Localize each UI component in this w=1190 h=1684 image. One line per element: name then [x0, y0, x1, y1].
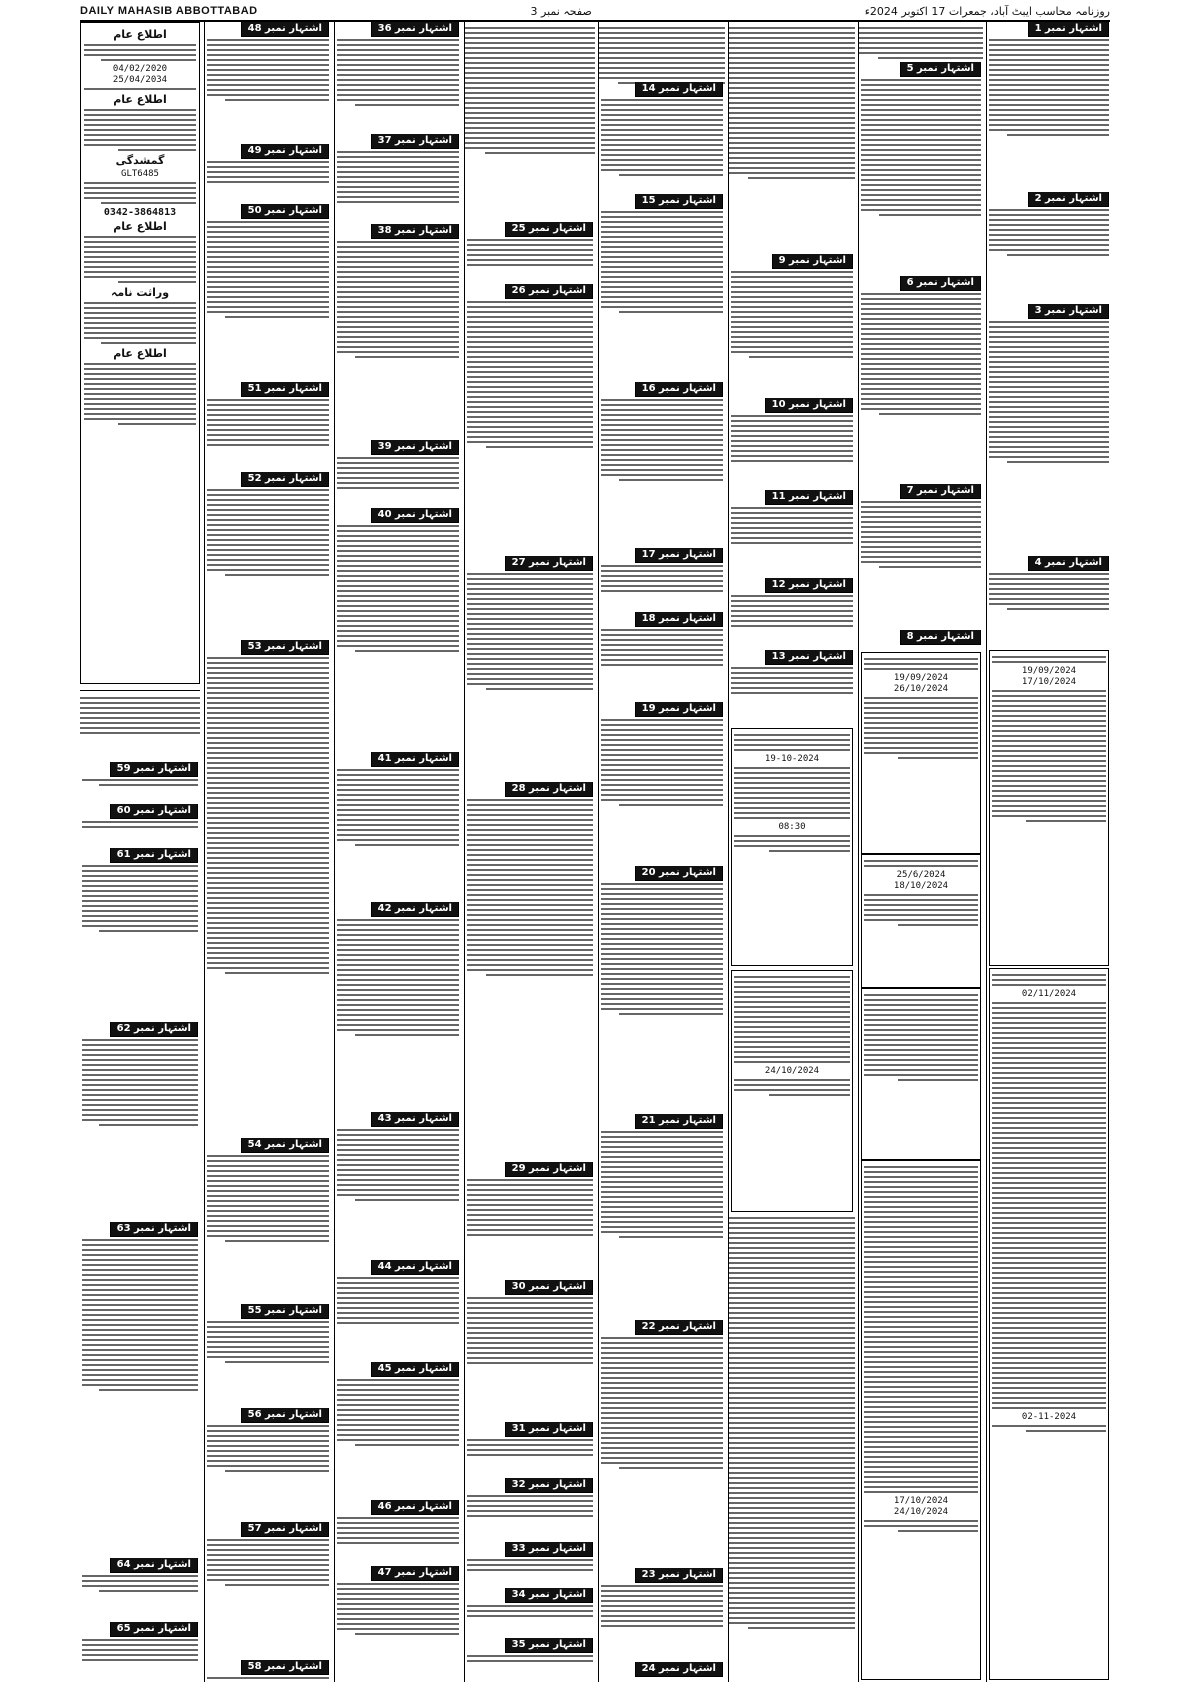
ad-16: اشتہار نمبر 16	[601, 382, 723, 484]
ad-17: اشتہار نمبر 17	[601, 548, 723, 595]
ad-number: 6	[906, 277, 914, 288]
ad-number: 56	[247, 1409, 262, 1420]
notice-title: وراثت نامہ	[110, 286, 170, 299]
ad-number: 15	[641, 195, 656, 206]
dateline: روزنامہ محاسب ایبٹ آباد، جمعرات 17 اکتوبر 2024ء	[864, 4, 1110, 18]
ad-number: 63	[116, 1223, 131, 1234]
ad-number: 11	[771, 491, 786, 502]
lost-code: GLT6485	[121, 169, 159, 179]
ad-4: اشتہار نمبر 4	[989, 556, 1109, 613]
hearing-date: 17/10/2024	[1021, 677, 1077, 687]
ad-number: 65	[116, 1623, 131, 1634]
ad-55: اشتہار نمبر 55	[207, 1304, 329, 1366]
ad-number: 57	[247, 1523, 262, 1534]
ad-10: اشتہار نمبر 10	[731, 398, 853, 465]
ad-number: 44	[377, 1261, 392, 1272]
ad-number: 52	[247, 473, 262, 484]
ad-number: 18	[641, 613, 656, 624]
ad-11: اشتہار نمبر 11	[731, 490, 853, 547]
hearing-date: 02/11/2024	[1021, 989, 1077, 999]
notice-date: 04/02/2020	[112, 64, 168, 74]
ad-15: اشتہار نمبر 15	[601, 194, 723, 316]
column-6	[728, 22, 855, 1682]
ad-number: 21	[641, 1115, 656, 1126]
ad-41: اشتہار نمبر 41	[337, 752, 459, 849]
hearing-date: 25/6/2024	[896, 870, 946, 880]
notice-title: اطلاع عام	[113, 220, 167, 233]
notice-title: اطلاع عام	[113, 347, 167, 360]
ad-number: 43	[377, 1113, 392, 1124]
ad-number: 48	[247, 23, 262, 34]
ad-53: اشتہار نمبر 53	[207, 640, 329, 977]
court-notice-3	[861, 652, 981, 854]
ad-number: 16	[641, 383, 656, 394]
court-notice-7	[989, 650, 1109, 966]
notice-title: اطلاع عام	[113, 93, 167, 106]
ad-number: 10	[771, 399, 786, 410]
ad-34: اشتہار نمبر 34	[467, 1588, 593, 1620]
ad-35: اشتہار نمبر 35	[467, 1638, 593, 1665]
ad-25: اشتہار نمبر 25	[467, 222, 593, 269]
hearing-date: 26/10/2024	[893, 684, 949, 694]
ad-number: 49	[247, 145, 262, 156]
ad-number: 47	[377, 1567, 392, 1578]
ad-number: 34	[511, 1589, 526, 1600]
ad-23: اشتہار نمبر 23	[601, 1568, 723, 1630]
court-notice-4	[861, 854, 981, 988]
ad-39: اشتہار نمبر 39	[337, 440, 459, 492]
hearing-date: 17/10/2024	[893, 1496, 949, 1506]
ad-number: 55	[247, 1305, 262, 1316]
ad-7: اشتہار نمبر 7	[861, 484, 981, 571]
hearing-date: 19-10-2024	[764, 754, 820, 764]
column-3	[334, 22, 461, 1682]
hearing-date: 02-11-2024	[1021, 1412, 1077, 1422]
ad-number: 54	[247, 1139, 262, 1150]
ad-number: 3	[1034, 305, 1042, 316]
hearing-date: 24/10/2024	[893, 1507, 949, 1517]
column-7	[858, 22, 983, 1682]
ad-33: اشتہار نمبر 33	[467, 1542, 593, 1574]
ad-45: اشتہار نمبر 45	[337, 1362, 459, 1449]
hearing-date: 18/10/2024	[893, 881, 949, 891]
ad-24: اشتہار نمبر 24	[601, 1662, 723, 1678]
court-notice-5	[861, 988, 981, 1160]
ad-36: اشتہار نمبر 36	[337, 22, 459, 109]
ad-40: اشتہار نمبر 40	[337, 508, 459, 655]
ad-number: 20	[641, 867, 656, 878]
ad-27: اشتہار نمبر 27	[467, 556, 593, 693]
ad-58: اشتہار نمبر 58	[207, 1660, 329, 1682]
page-number: صفحہ نمبر 3	[530, 4, 592, 18]
ad-number: 24	[641, 1663, 656, 1674]
ad-65: اشتہار نمبر 65	[82, 1622, 198, 1664]
ad-44: اشتہار نمبر 44	[337, 1260, 459, 1327]
ad-31: اشتہار نمبر 31	[467, 1422, 593, 1459]
ad-5: اشتہار نمبر 5	[861, 62, 981, 219]
ad-number: 31	[511, 1423, 526, 1434]
ad-37: اشتہار نمبر 37	[337, 134, 459, 206]
hearing-time: 08:30	[778, 822, 806, 832]
masthead	[80, 2, 1110, 22]
ad-47: اشتہار نمبر 47	[337, 1566, 459, 1638]
ad-54: اشتہار نمبر 54	[207, 1138, 329, 1245]
ad-19: اشتہار نمبر 19	[601, 702, 723, 809]
ad-9: اشتہار نمبر 9	[731, 254, 853, 361]
ad-56: اشتہار نمبر 56	[207, 1408, 329, 1475]
ad-number: 32	[511, 1479, 526, 1490]
court-notice-8	[989, 968, 1109, 1680]
ad-57: اشتہار نمبر 57	[207, 1522, 329, 1589]
ad-number: 40	[377, 509, 392, 520]
ad-number: 33	[511, 1543, 526, 1554]
ad-38: اشتہار نمبر 38	[337, 224, 459, 361]
ad-14: اشتہار نمبر 14	[601, 82, 723, 179]
ad-6: اشتہار نمبر 6	[861, 276, 981, 418]
ad-64: اشتہار نمبر 64	[82, 1558, 198, 1595]
ad-number: 12	[771, 579, 786, 590]
ad-21: اشتہار نمبر 21	[601, 1114, 723, 1241]
ad-number: 19	[641, 703, 656, 714]
ad-63: اشتہار نمبر 63	[82, 1222, 198, 1394]
ad-number: 53	[247, 641, 262, 652]
ad-number: 46	[377, 1501, 392, 1512]
phone-number: 0342-3864813	[103, 207, 177, 218]
classified-notices	[84, 26, 196, 428]
ad-62: اشتہار نمبر 62	[82, 1022, 198, 1129]
ad-number: 17	[641, 549, 656, 560]
ad-number: 29	[511, 1163, 526, 1174]
notice-title: گمشدگی	[115, 154, 165, 167]
ad-48: اشتہار نمبر 48	[207, 22, 329, 104]
ad-number: 27	[511, 557, 526, 568]
ad-50: اشتہار نمبر 50	[207, 204, 329, 321]
ad-number: 35	[511, 1639, 526, 1650]
ad-18: اشتہار نمبر 18	[601, 612, 723, 669]
ad-number: 38	[377, 225, 392, 236]
ad-number: 28	[511, 783, 526, 794]
ad-13: اشتہار نمبر 13	[731, 650, 853, 697]
columns	[80, 22, 1110, 1682]
ad-29: اشتہار نمبر 29	[467, 1162, 593, 1239]
ad-number: 8	[906, 631, 914, 642]
ad-52: اشتہار نمبر 52	[207, 472, 329, 579]
column-5	[598, 22, 725, 1682]
ad-number: 14	[641, 83, 656, 94]
ad-20: اشتہار نمبر 20	[601, 866, 723, 1018]
ad-number: 9	[778, 255, 786, 266]
ad-43: اشتہار نمبر 43	[337, 1112, 459, 1204]
ad-number: 42	[377, 903, 392, 914]
newspaper-name: DAILY MAHASIB ABBOTTABAD	[80, 5, 258, 17]
hearing-date: 19/09/2024	[1021, 666, 1077, 676]
ad-number: 50	[247, 205, 262, 216]
ad-number: 58	[247, 1661, 262, 1672]
ad-51: اشتہار نمبر 51	[207, 382, 329, 449]
ad-number: 26	[511, 285, 526, 296]
ad-number: 36	[377, 23, 392, 34]
ad-number: 25	[511, 223, 526, 234]
ad-28: اشتہار نمبر 28	[467, 782, 593, 979]
court-notice-6	[861, 1160, 981, 1680]
ad-32: اشتہار نمبر 32	[467, 1478, 593, 1520]
ad-22: اشتہار نمبر 22	[601, 1320, 723, 1472]
ad-number: 45	[377, 1363, 392, 1374]
ad-number: 59	[116, 763, 131, 774]
ad-42: اشتہار نمبر 42	[337, 902, 459, 1039]
column-2	[204, 22, 331, 1682]
ad-number: 64	[116, 1559, 131, 1570]
ad-number: 41	[377, 753, 392, 764]
notice-title: اطلاع عام	[113, 28, 167, 41]
ad-number: 62	[116, 1023, 131, 1034]
ad-number: 2	[1034, 193, 1042, 204]
hearing-date: 24/10/2024	[764, 1066, 820, 1076]
ad-49: اشتہار نمبر 49	[207, 144, 329, 186]
ad-number: 1	[1034, 23, 1042, 34]
ad-12: اشتہار نمبر 12	[731, 578, 853, 630]
ad-number: 60	[116, 805, 131, 816]
ad-number: 51	[247, 383, 262, 394]
ad-30: اشتہار نمبر 30	[467, 1280, 593, 1367]
ad-number: 61	[116, 849, 131, 860]
column-1	[80, 22, 200, 1682]
ad-2: اشتہار نمبر 2	[989, 192, 1109, 259]
column-8	[986, 22, 1111, 1682]
ad-number: 4	[1034, 557, 1042, 568]
ad-61: اشتہار نمبر 61	[82, 848, 198, 935]
ad-number: 7	[906, 485, 914, 496]
ad-46: اشتہار نمبر 46	[337, 1500, 459, 1547]
notice-date: 25/04/2034	[112, 75, 168, 85]
ad-number: 22	[641, 1321, 656, 1332]
court-notice-1	[731, 728, 853, 966]
ad-26: اشتہار نمبر 26	[467, 284, 593, 451]
hearing-date: 19/09/2024	[893, 673, 949, 683]
ad-number: 13	[771, 651, 786, 662]
ad-1: اشتہار نمبر 1	[989, 22, 1109, 139]
column-4	[464, 22, 595, 1682]
ad-8: اشتہار نمبر 8	[861, 630, 981, 646]
ad-59: اشتہار نمبر 59	[82, 762, 198, 789]
ad-number: 5	[906, 63, 914, 74]
ad-number: 30	[511, 1281, 526, 1292]
ad-60: اشتہار نمبر 60	[82, 804, 198, 831]
ad-3: اشتہار نمبر 3	[989, 304, 1109, 466]
court-notice-2	[731, 970, 853, 1212]
ad-number: 23	[641, 1569, 656, 1580]
ad-number: 39	[377, 441, 392, 452]
ad-number: 37	[377, 135, 392, 146]
